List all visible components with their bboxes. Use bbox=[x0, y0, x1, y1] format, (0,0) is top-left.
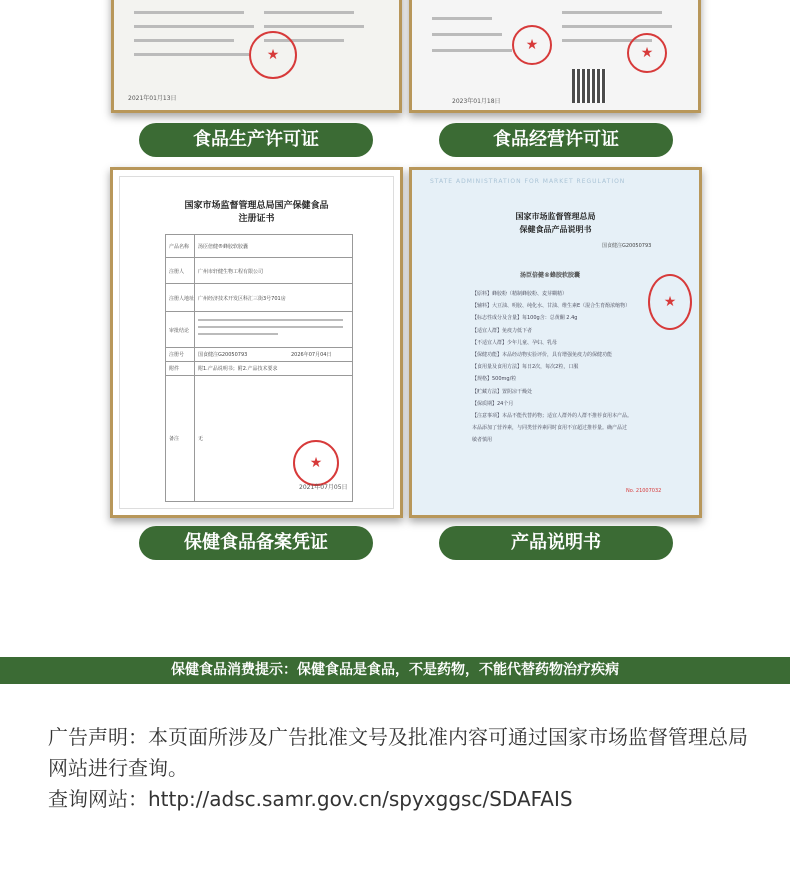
instruction-line: 【适宜人群】免疫力低下者 bbox=[472, 327, 533, 334]
registration-certificate-label: 保健食品备案凭证 bbox=[139, 526, 373, 560]
query-website bbox=[48, 784, 573, 815]
official-seal-icon: ★ bbox=[627, 33, 667, 73]
issue-date: 2023年01月18日 bbox=[452, 98, 501, 105]
official-seal-icon: ★ bbox=[293, 440, 339, 486]
serial-number: No. 21007032 bbox=[626, 488, 662, 494]
instruction-line: 【保质期】24个月 bbox=[472, 400, 514, 407]
official-seal-icon: ★ bbox=[648, 274, 692, 330]
product-name: 汤臣倍健®蜂胶软胶囊 bbox=[520, 272, 581, 279]
food-business-license-label: 食品经营许可证 bbox=[439, 123, 673, 157]
instruction-line: 本品添加了营养素，与同类营养素同时食用不宜超过推荐量。确产品过 bbox=[472, 425, 628, 432]
issue-date: 2021年07月05日 bbox=[299, 484, 348, 491]
product-instructions-image bbox=[409, 167, 702, 518]
approval-number: 国食健注G20050793 bbox=[602, 243, 652, 249]
query-url-link[interactable]: http://adsc.samr.gov.cn/spyxggsc/SDAFAIS bbox=[148, 787, 573, 811]
ad-disclaimer: 广告声明：本页面所涉及广告批准文号及批准内容可通过国家市场监督管理总局网站进行查询。 bbox=[48, 725, 748, 780]
instruction-line: 【贮藏方法】置阴凉干燥处 bbox=[472, 388, 533, 395]
instruction-line: 敏者慎用 bbox=[472, 437, 493, 444]
instruction-line: 【注意事项】本品不能代替药物；适宜人群外的人群不推荐食用本产品。 bbox=[472, 413, 633, 420]
instruction-line: 【辅料】大豆油、明胶、纯化水、甘油、维生素E（混合生育酚浓缩物） bbox=[472, 303, 631, 310]
instruction-line: 【规格】500mg/粒 bbox=[472, 376, 517, 383]
instruction-line: 【标志性成分及含量】每100g含：总黄酮 2.4g bbox=[472, 315, 578, 322]
instructions-lines bbox=[472, 288, 672, 447]
instructions-title: 国家市场监督管理总局 保健食品产品说明书 bbox=[515, 212, 596, 234]
certificate-title: 国家市场监督管理总局国产保健食品 注册证书 bbox=[184, 201, 329, 224]
certificate-table: 产品名称 汤臣倍健®蜂胶软胶囊 注册人 广州市轩健生物工程有限公司 注册人地址 广州经济技术开发区科汇三街3号701房 审批结论 注册号 国食健注G20050793 2026年07月04日 附件 附1.产品说明书；附2.产品技术要求 备注 无 bbox=[165, 234, 353, 502]
official-seal-icon: ★ bbox=[249, 31, 297, 79]
food-production-license-image bbox=[111, 0, 402, 113]
issue-date: 2021年01月13日 bbox=[128, 95, 177, 102]
instruction-line: 【原料】蜂胶粉（精制蜂胶粉、麦芽糊精） bbox=[472, 291, 568, 297]
query-label: 查询网站： bbox=[48, 787, 148, 811]
instruction-line: 【不适宜人群】少年儿童、孕妇、乳母 bbox=[472, 339, 558, 346]
food-production-license-label: 食品生产许可证 bbox=[139, 123, 373, 157]
consumer-notice-bar: 保健食品消费提示：保健食品是食品，不是药物，不能代替药物治疗疾病 bbox=[0, 657, 790, 684]
food-business-license-image bbox=[409, 0, 701, 113]
product-instructions-label: 产品说明书 bbox=[439, 526, 673, 560]
qr-code-icon bbox=[572, 69, 606, 103]
official-seal-icon: ★ bbox=[512, 25, 552, 65]
watermark-header: STATE ADMINISTRATION FOR MARKET REGULATION bbox=[430, 178, 626, 185]
registration-certificate-image bbox=[110, 167, 403, 518]
instruction-line: 【保健功能】本品经动物实验评价，具有增强免疫力的保健功能 bbox=[472, 352, 613, 359]
instruction-line: 【食用量及食用方法】每日2次，每次2粒，口服 bbox=[472, 364, 579, 371]
